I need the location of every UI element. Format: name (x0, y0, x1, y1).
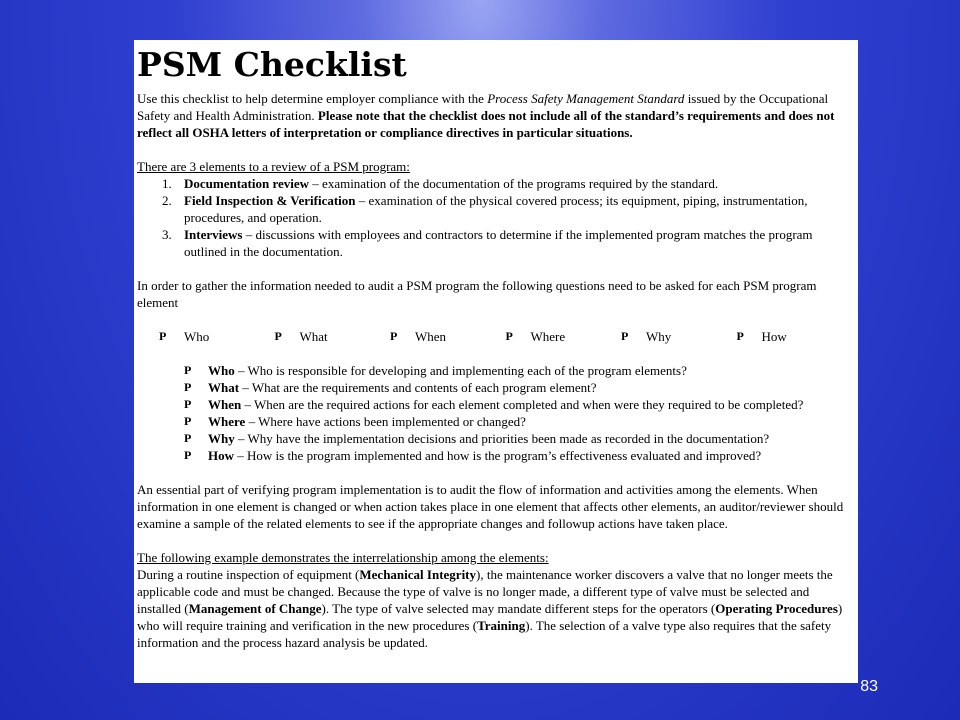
document-page (134, 40, 858, 683)
item-title: Interviews (184, 227, 243, 242)
intro-note: Please note that the checklist does not include all of the standard’s requirements and does not reflect all OSHA letters of interpretation or compliance directives in particular situations. (137, 108, 835, 140)
bullet-icon: P (736, 329, 744, 343)
list-item (137, 396, 852, 413)
intro-standard-name: Process Safety Management Standard (487, 91, 685, 106)
bullet-icon: P (184, 448, 192, 462)
bullet-icon: P (505, 329, 513, 343)
question-word (390, 328, 506, 345)
questions-list (137, 362, 852, 464)
list-item (137, 430, 852, 447)
bullet-icon: P (184, 363, 192, 377)
question-word (275, 328, 391, 345)
item-title: Documentation review (184, 176, 310, 191)
question-text: – Where have actions been implemented or changed? (245, 414, 526, 429)
slide-number: 83 (860, 678, 878, 695)
question-word (506, 328, 622, 345)
item-number: 3. (162, 227, 172, 242)
gather-paragraph: In order to gather the information needed to audit a PSM program the following questions need to be asked for each PSM program element (137, 278, 817, 310)
list-item (137, 192, 852, 226)
question-title: How (208, 448, 234, 463)
question-text: – What are the requirements and contents of each program element? (239, 380, 597, 395)
question-word (159, 328, 275, 345)
item-title: Field Inspection & Verification (184, 193, 356, 208)
question-label: When (415, 329, 447, 344)
list-item (137, 413, 852, 430)
example-text: During a routine inspection of equipment ( (137, 567, 360, 582)
question-text: – Who is responsible for developing and implementing each of the program elements? (234, 363, 687, 378)
intro-text-a: Use this checklist to help determine employer compliance with the (137, 91, 488, 106)
question-title: What (208, 380, 240, 395)
list-item (137, 175, 852, 192)
question-label: How (761, 329, 787, 344)
list-item (137, 362, 852, 379)
intro-text-c: issued by the Occupational Safety and Health Administration. (137, 91, 829, 123)
example-element: Management of Change (188, 601, 322, 616)
question-title: Why (208, 431, 235, 446)
question-word (621, 328, 737, 345)
elements-heading: There are 3 elements to a review of a PSM program: (137, 159, 410, 174)
list-item (137, 447, 852, 464)
bullet-icon: P (184, 397, 192, 411)
list-item (137, 226, 852, 260)
question-label: Who (184, 329, 210, 344)
bullet-icon: P (184, 380, 192, 394)
page-title: PSM Checklist (137, 45, 407, 84)
example-text: ) who will require training and verification in the new procedures ( (137, 601, 843, 633)
example-paragraph (137, 566, 852, 651)
item-text: – examination of the physical covered process; its equipment, piping, instrumentation, procedures, and operation. (184, 193, 808, 225)
bullet-icon: P (621, 329, 629, 343)
question-label: Why (646, 329, 672, 344)
question-title: Where (208, 414, 246, 429)
bullet-icon: P (184, 414, 192, 428)
questions-row (137, 328, 852, 345)
item-number: 2. (162, 193, 172, 208)
example-heading: The following example demonstrates the interrelationship among the elements: (137, 550, 549, 565)
example-text: ), the maintenance worker discovers a valve that no longer meets the applicable code and must be changed. Because the type of valve is no longer made, a different type of valve must be selected and installed ( (137, 567, 833, 616)
bullet-icon: P (184, 431, 192, 445)
question-title: When (208, 397, 242, 412)
essential-paragraph: An essential part of verifying program implementation is to audit the flow of information and activities among the elements. When information in one element is changed or when action takes place in one element that affects other elements, an auditor/reviewer should examine a sample of the related elements to see if the appropriate changes and followup actions have taken place. (137, 482, 844, 531)
question-word (737, 328, 853, 345)
question-text: – When are the required actions for each element completed and when were they required to be completed? (241, 397, 804, 412)
item-text: – examination of the documentation of the programs required by the standard. (309, 176, 719, 191)
example-element: Training (477, 618, 526, 633)
question-title: Who (208, 363, 235, 378)
item-text: – discussions with employees and contractors to determine if the implemented program matches the program outlined in the documentation. (184, 227, 813, 259)
question-text: – How is the program implemented and how is the program’s effectiveness evaluated and improved? (234, 448, 762, 463)
bullet-icon: P (274, 329, 282, 343)
example-text: ). The selection of a valve type also requires that the safety information and the process hazard analysis be updated. (137, 618, 832, 650)
list-item (137, 379, 852, 396)
bullet-icon: P (390, 329, 398, 343)
elements-list (137, 175, 852, 260)
example-text: ). The type of valve selected may mandate different steps for the operators ( (321, 601, 716, 616)
item-number: 1. (162, 176, 172, 191)
example-element: Operating Procedures (715, 601, 838, 616)
example-element: Mechanical Integrity (359, 567, 477, 582)
question-label: Where (530, 329, 566, 344)
intro-paragraph (137, 90, 852, 141)
question-text: – Why have the implementation decisions and priorities been made as recorded in the documentation? (234, 431, 770, 446)
bullet-icon: P (159, 329, 167, 343)
question-label: What (299, 329, 328, 344)
